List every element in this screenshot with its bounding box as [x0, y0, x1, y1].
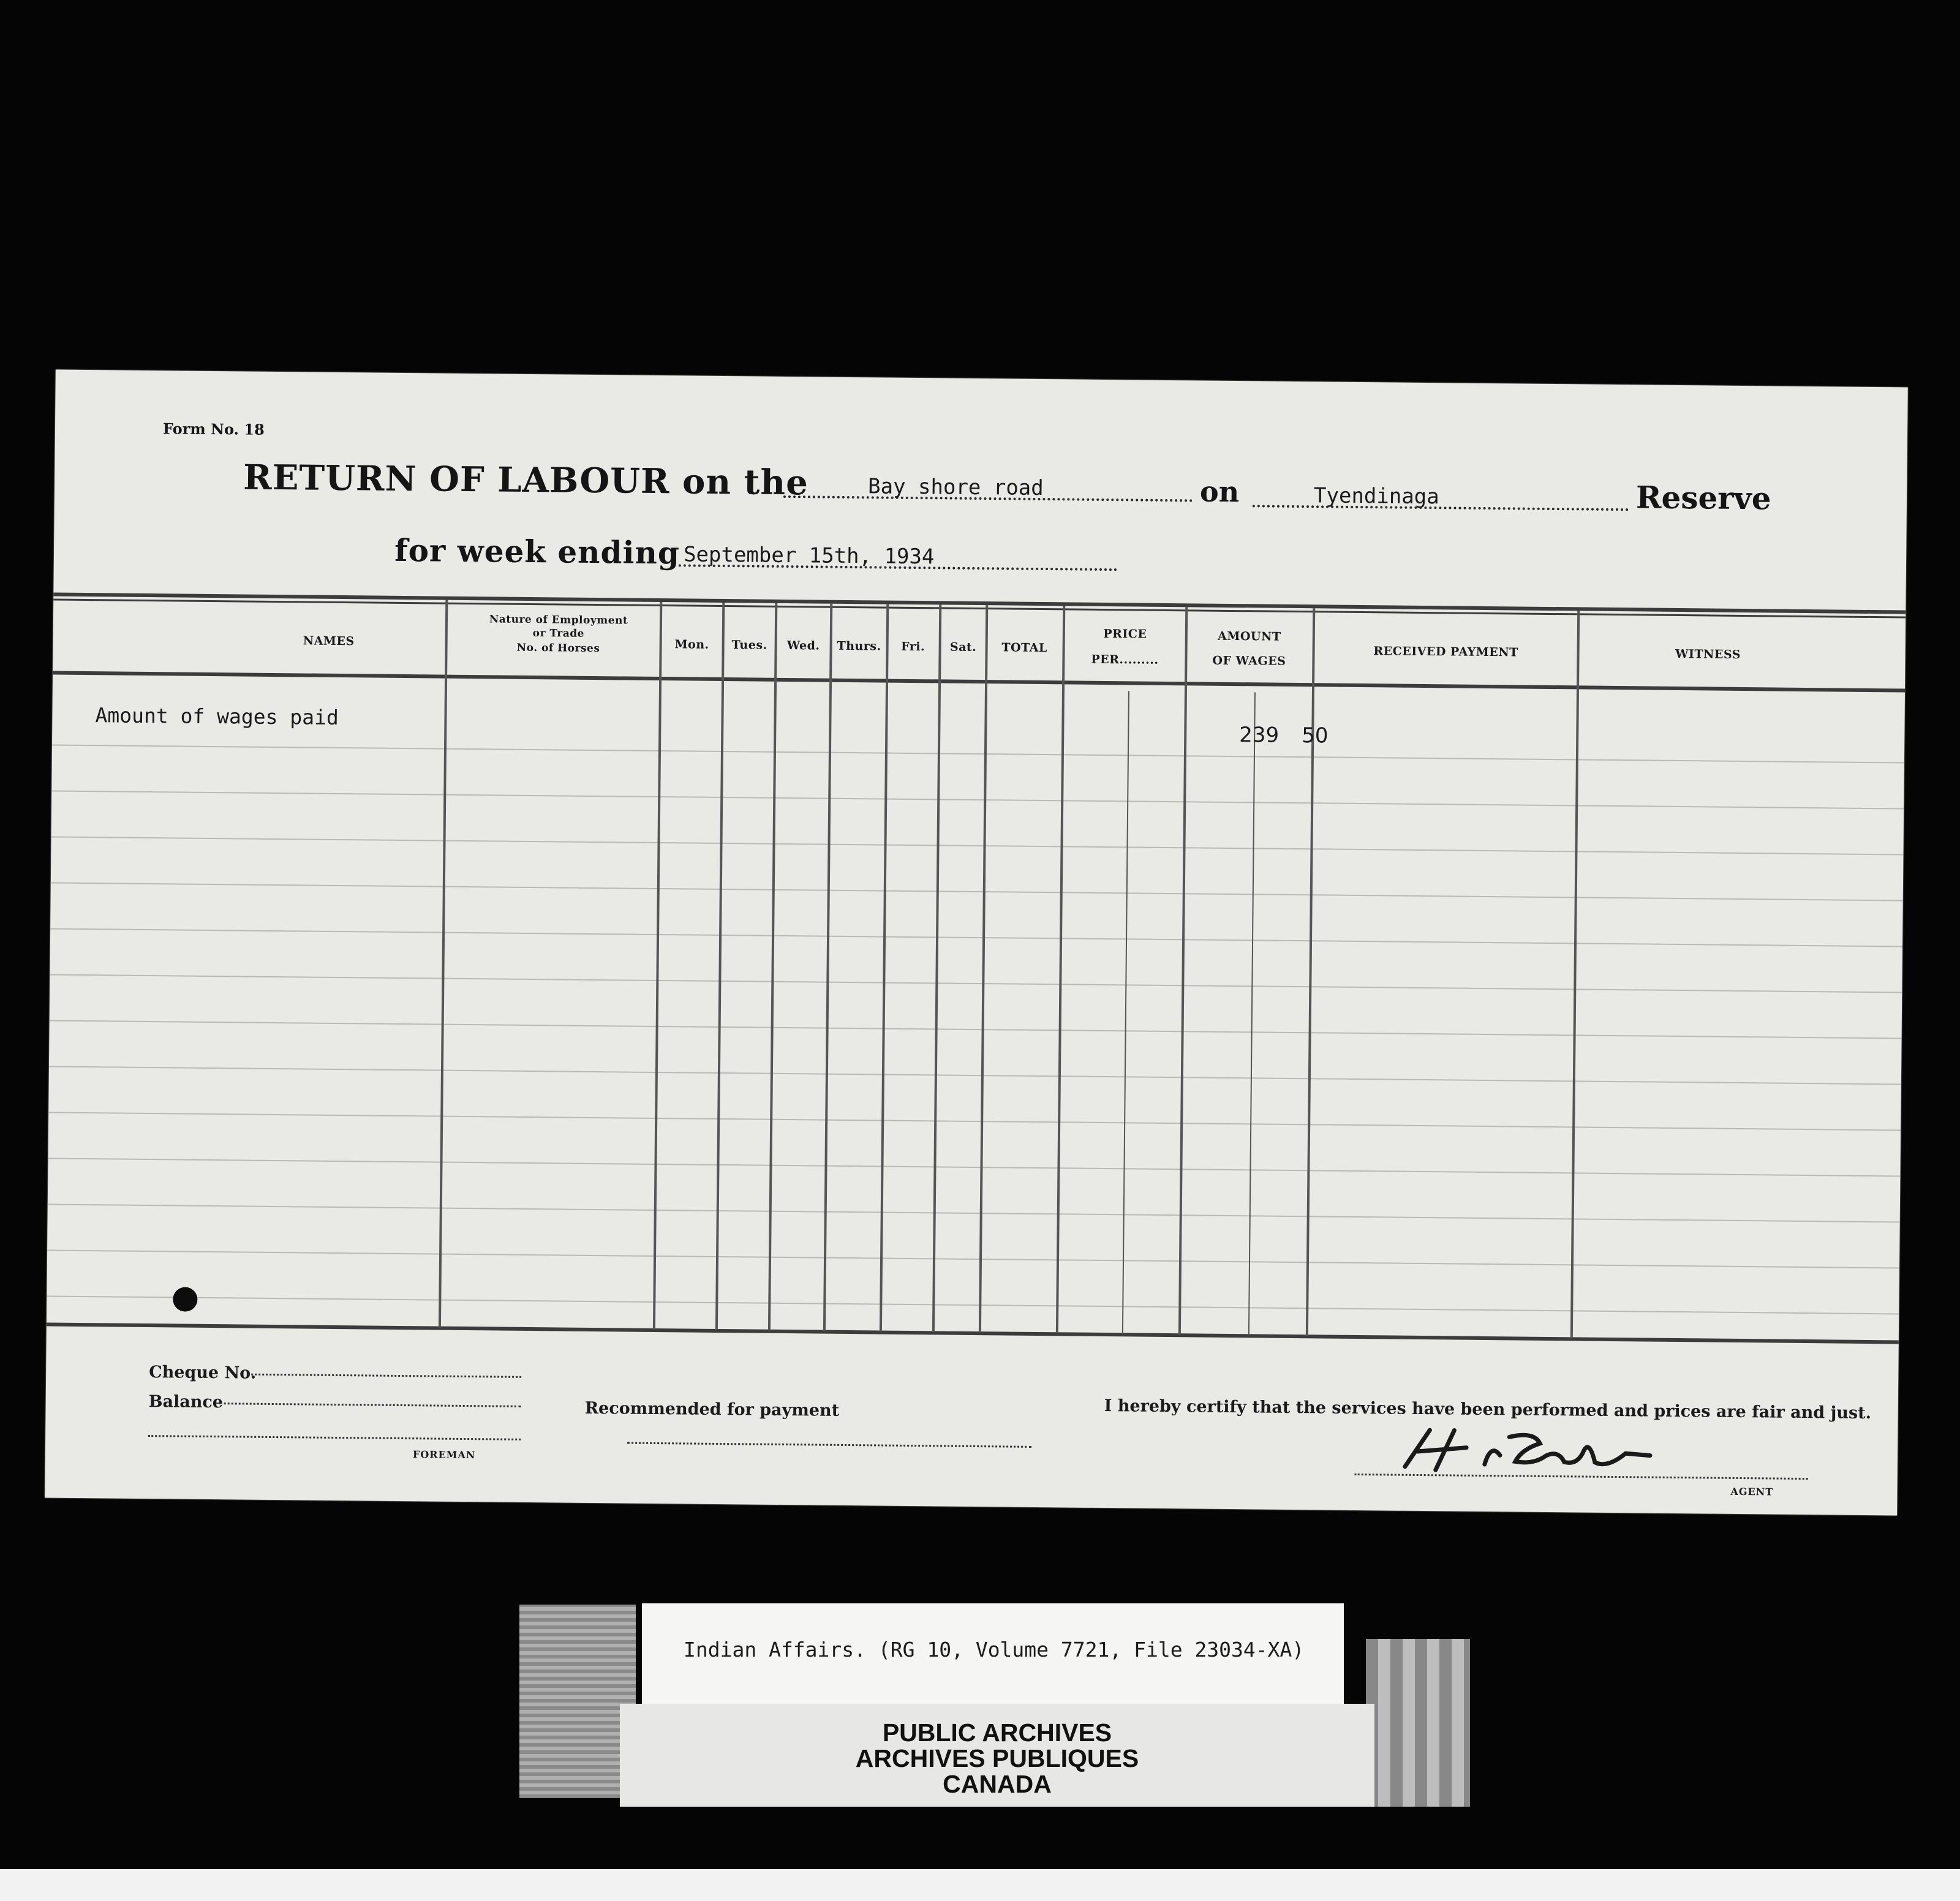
week-ending-value: September 15th, 1934: [683, 542, 935, 570]
table-bottom-rule: [47, 1322, 1899, 1344]
column-divider: [1570, 611, 1580, 1338]
archive-reference-label: [642, 1603, 1344, 1704]
balance-label: Balance: [148, 1392, 224, 1412]
ruled-line: [50, 974, 1902, 993]
header-per: PER.........: [1091, 652, 1159, 667]
recommended-line: [627, 1442, 1031, 1448]
archive-line-2: ARCHIVES PUBLIQUES: [855, 1744, 1139, 1772]
bottom-margin: [0, 1869, 1960, 1901]
column-divider: [1122, 691, 1129, 1334]
ruled-line: [48, 1112, 1901, 1131]
balance-line: [220, 1402, 521, 1407]
punch-hole: [173, 1287, 197, 1311]
ruled-line: [47, 1249, 1899, 1268]
labour-return-form: [45, 370, 1908, 1516]
row-name-cell: Amount of wages paid: [95, 703, 339, 729]
column-divider: [715, 603, 725, 1330]
week-ending-label: for week ending: [394, 532, 680, 571]
archive-line-1: PUBLIC ARCHIVES: [882, 1718, 1112, 1747]
header-received-payment: RECEIVED PAYMENT: [1373, 644, 1518, 660]
film-frame-edge-left: [519, 1605, 636, 1798]
public-archives-label: [620, 1704, 1374, 1807]
recommended-label: Recommended for payment: [584, 1398, 840, 1420]
header-sat: Sat.: [949, 640, 977, 654]
header-wed: Wed.: [786, 639, 820, 653]
header-nature: Nature of Employment or Trade: [489, 613, 628, 640]
foreman-line: [148, 1435, 521, 1440]
road-value: Bay shore road: [867, 474, 1044, 501]
ruled-line: [50, 928, 1902, 947]
form-title: RETURN OF LABOUR on the: [243, 457, 809, 503]
reserve-value: Tyendinaga: [1313, 483, 1439, 510]
column-divider: [932, 604, 941, 1332]
archive-line-3: CANADA: [943, 1770, 1052, 1798]
header-total: TOTAL: [1001, 641, 1047, 655]
column-divider: [439, 600, 448, 1328]
certify-statement: I hereby certify that the services have been performed and prices are fair and just.: [1104, 1396, 1872, 1423]
cheque-label: Cheque No.: [149, 1363, 257, 1383]
ruled-line: [51, 790, 1904, 809]
header-witness: WITNESS: [1675, 647, 1741, 661]
reserve-word: Reserve: [1635, 479, 1771, 517]
ruled-line: [51, 836, 1904, 855]
column-divider: [1056, 606, 1065, 1333]
header-horses: No. of Horses: [516, 641, 600, 655]
header-of-wages: OF WAGES: [1212, 653, 1286, 668]
archive-reference-text: Indian Affairs. (RG 10, Volume 7721, File 23034-XA): [684, 1638, 1305, 1662]
road-field: [783, 473, 1193, 502]
header-bottom-rule: [53, 671, 1905, 693]
column-divider: [979, 605, 988, 1333]
wages-cents-cell: 50: [1302, 723, 1329, 748]
column-divider: [653, 602, 662, 1330]
film-frame-edge-right: [1366, 1639, 1470, 1807]
column-divider: [1306, 608, 1315, 1336]
column-divider: [823, 604, 832, 1331]
header-amount: AMOUNT: [1218, 629, 1281, 644]
header-thurs: Thurs.: [837, 639, 881, 653]
ruled-line: [50, 1020, 1902, 1039]
column-divider: [1178, 607, 1188, 1334]
reserve-field: [1253, 483, 1629, 511]
on-word: on: [1199, 475, 1240, 509]
column-divider: [768, 603, 777, 1331]
header-tues: Tues.: [731, 638, 767, 652]
header-fri: Fri.: [901, 639, 925, 654]
header-mon: Mon.: [674, 638, 709, 652]
header-price: PRICE: [1103, 627, 1147, 641]
ruled-line: [51, 882, 1903, 901]
week-ending-field: [679, 542, 1117, 571]
column-divider: [880, 604, 889, 1332]
header-names: NAMES: [303, 634, 355, 649]
table-top-rule: [53, 593, 1905, 614]
ruled-line: [52, 745, 1904, 764]
ruled-line: [49, 1066, 1901, 1085]
cheque-line: [248, 1374, 521, 1378]
agent-label: AGENT: [1730, 1485, 1774, 1498]
ruled-line: [48, 1203, 1900, 1222]
form-number: Form No. 18: [162, 420, 265, 439]
ruled-line: [48, 1158, 1901, 1176]
column-divider: [1248, 692, 1256, 1335]
agent-signature: [1393, 1418, 1675, 1481]
foreman-label: FOREMAN: [412, 1448, 476, 1461]
ruled-lines: [56, 370, 1908, 388]
ruled-line: [47, 1295, 1899, 1314]
wages-dollars-cell: 239: [1239, 723, 1280, 748]
